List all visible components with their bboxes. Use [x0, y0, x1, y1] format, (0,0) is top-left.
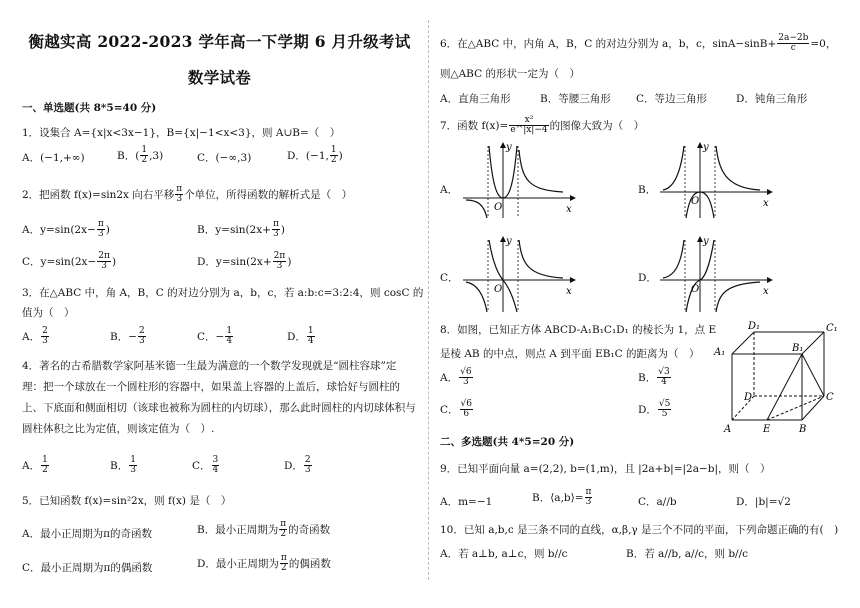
q7-graph-d: [655, 234, 773, 314]
q5-option-a: A．最小正周期为π的奇函数: [22, 528, 152, 540]
label-d1: D₁: [748, 321, 761, 332]
x-label: x: [566, 204, 572, 215]
question-4: 4．著名的古希腊数学家阿基米德一生最为满意的一个数学发现就是“圆柱容球”定理：把一个球放在一个圆柱形的容器中，如果盖上容器的上盖后，球恰好与圆柱的上、下底面和侧面相切（该球也被称为圆柱的内切球），那么此时圆柱的内切球体积与圆柱体积之比为定值，则该定值为（ ）.: [22, 360, 416, 435]
q1-option-b: B．( $\frac{1}{2}$ ,3): [117, 145, 164, 166]
label-b1: B₁: [792, 343, 804, 354]
q2-option-d: D．y=sin(2x+ $\frac{2\pi}{3}$ ): [197, 251, 292, 272]
q5-option-d: D．最小正周期为 $\frac{\pi}{2}$ 的偶函数: [197, 553, 331, 574]
question-6-line-2: 则△ABC 的形状一定为（ ）: [440, 68, 580, 80]
q7-option-c: C．: [440, 272, 459, 284]
origin-label: O: [494, 202, 503, 213]
x-axis-arrow: [570, 277, 576, 283]
segment-ec: [767, 396, 824, 420]
edge-b1c1: [802, 332, 824, 354]
q7-graph-c: [458, 234, 576, 314]
edge-bc: [802, 396, 824, 420]
q9-option-a: A．m=−1: [440, 496, 493, 508]
question-2: 2．把函数 f(x)=sin2x 向右平移 $\frac{\pi}{3}$ 个单位，所得函数的解析式是（ ）: [22, 184, 353, 205]
q1-option-d: D．(−1, $\frac{1}{2}$ ): [287, 145, 343, 166]
x-axis-arrow: [570, 195, 576, 201]
exam-title: 衡越实高 2022-2023 学年高一下学期 6 月升级考试: [28, 32, 411, 51]
y-label: y: [506, 142, 512, 153]
q10-option-b: B．若 a//b, a//c，则 b//c: [626, 548, 749, 560]
q6-option-c: C．等边三角形: [636, 93, 708, 105]
q8-option-d: D． $\frac{√5}{5}$: [638, 399, 671, 420]
curve-left: [466, 282, 487, 312]
y-label: y: [506, 236, 512, 247]
x-label: x: [763, 286, 769, 297]
question-3-line-2: 值为（ ）: [22, 307, 75, 319]
q6-option-d: D．钝角三角形: [736, 93, 808, 105]
q2-option-c: C．y=sin(2x− $\frac{2\pi}{3}$ ): [22, 251, 117, 272]
label-e: E: [763, 424, 771, 434]
edge-a1d1: [732, 332, 754, 354]
q3-option-a: A． $\frac{2}{3}$: [22, 326, 48, 347]
q8-option-b: B． $\frac{√3}{4}$: [638, 367, 670, 388]
q4-option-b: B． $\frac{1}{3}$: [110, 455, 136, 476]
curve-right: [519, 150, 563, 192]
q9-option-d: D．|b|=√2: [736, 496, 791, 508]
q7-option-b: B．: [638, 184, 657, 196]
q9-option-b: B．⟨a,b⟩= $\frac{\pi}{3}$: [532, 487, 592, 508]
curve-right: [716, 146, 760, 190]
question-5: 5．已知函数 f(x)=sin²2x，则 f(x) 是（ ）: [22, 495, 232, 507]
q8-option-c: C． $\frac{√6}{6}$: [440, 399, 473, 420]
question-1: 1．设集合 A={x|x<3x−1}，B={x|−1<x<3}，则 A∪B=（ ）: [22, 127, 341, 139]
section-single-choice: 一、单选题(共 8*5=40 分): [22, 102, 157, 114]
q8-option-a: A． $\frac{√6}{3}$: [440, 367, 472, 388]
cube-figure: [712, 318, 842, 434]
origin-label: O: [494, 284, 503, 295]
label-a: A: [724, 424, 732, 434]
label-c: C: [826, 392, 834, 403]
q9-option-c: C．a//b: [638, 496, 677, 508]
exam-subtitle: 数学试卷: [187, 68, 252, 87]
question-6: 6．在△ABC 中，内角 A，B，C 的对边分别为 a，b，c，sinA−sinB+ $\frac{2a-2b}{c}$ =0，: [440, 33, 837, 54]
origin-label: O: [691, 284, 700, 295]
q4-option-d: D． $\frac{2}{3}$: [284, 455, 311, 476]
y-label: y: [703, 236, 709, 247]
q6-option-a: A．直角三角形: [440, 93, 511, 105]
curve-left: [663, 240, 684, 278]
label-d: D: [744, 392, 753, 403]
x-label: x: [566, 286, 572, 297]
q1-option-a: A．(−1,+∞): [22, 152, 85, 164]
section-multiple-choice: 二、多选题(共 4*5=20 分): [440, 436, 575, 448]
q4-option-a: A． $\frac{1}{2}$: [22, 455, 48, 476]
q5-option-b: B．最小正周期为 $\frac{\pi}{2}$ 的奇函数: [197, 519, 331, 540]
question-8-line-1: 8．如图，已知正方体 ABCD-A₁B₁C₁D₁ 的棱长为 1，点 E: [440, 324, 717, 336]
q3-option-b: B．− $\frac{2}{3}$: [110, 326, 145, 347]
label-a1: A₁: [714, 347, 726, 358]
question-10: 10．已知 a,b,c 是三条不同的直线，α,β,γ 是三个不同的平面，下列命题正确的有( ): [440, 524, 839, 536]
segment-eb1: [767, 354, 802, 420]
origin-label: O: [691, 196, 700, 207]
question-7: 7．函数 f(x)= $\frac{\text{x²}}{e\^{}|x|-4}$ 的图像大致为（ ）: [440, 115, 645, 136]
q7-graph-a: [458, 140, 576, 220]
question-9: 9．已知平面向量 a=(2,2), b=(1,m)，且 |2a+b|=|2a−b|，则（ ）: [440, 463, 771, 475]
curve-left: [466, 200, 487, 218]
label-b: B: [799, 424, 807, 434]
question-8-line-2: 是棱 AB 的中点，则点 A 到平面 EB₁C 的距离为（ ）: [440, 348, 700, 360]
q10-option-a: A．若 a⊥b, a⊥c，则 b//c: [440, 548, 568, 560]
column-divider: [428, 20, 429, 580]
curve-left: [663, 146, 684, 190]
segment-b1c: [802, 354, 824, 396]
curve-right: [716, 282, 760, 312]
x-axis-arrow: [767, 277, 773, 283]
q2-option-a: A．y=sin(2x− $\frac{\pi}{3}$ ): [22, 219, 110, 240]
y-label: y: [703, 142, 709, 153]
q5-option-c: C．最小正周期为π的偶函数: [22, 562, 153, 574]
q3-option-d: D． $\frac{1}{4}$: [287, 326, 314, 347]
question-3-line-1: 3．在△ABC 中，角 A，B，C 的对边分别为 a，b，c，若 a:b:c=3:2:4，则 cosC 的: [22, 287, 424, 299]
q7-graph-b: [655, 140, 773, 220]
q7-option-d: D．: [638, 272, 657, 284]
q3-option-c: C．− $\frac{1}{4}$: [197, 326, 233, 347]
label-c1: C₁: [826, 323, 838, 334]
x-axis-arrow: [767, 189, 773, 195]
q2-option-b: B．y=sin(2x+ $\frac{\pi}{3}$ ): [197, 219, 285, 240]
q4-option-c: C． $\frac{3}{4}$: [192, 455, 219, 476]
q7-option-a: A．: [440, 184, 459, 196]
x-label: x: [763, 198, 769, 209]
q1-option-c: C．(−∞,3): [197, 152, 252, 164]
q6-option-b: B．等腰三角形: [540, 93, 611, 105]
curve-right: [519, 240, 563, 278]
